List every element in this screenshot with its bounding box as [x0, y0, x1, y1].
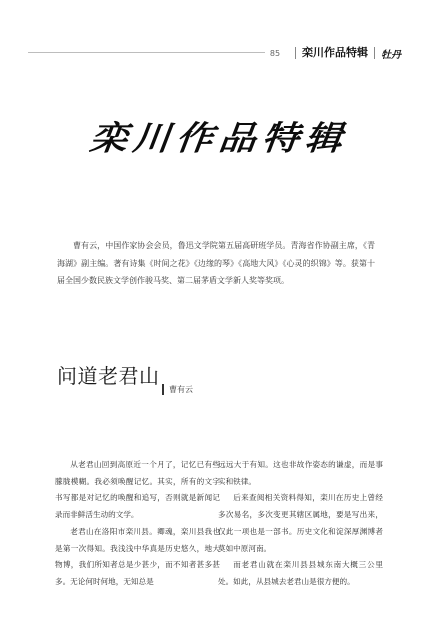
header-band [265, 44, 409, 62]
feature-title: 栾川作品特辑 [87, 118, 351, 158]
article-title: 问道老君山 [57, 364, 160, 388]
paragraph: 而老君山就在栾川县县城东南大概三公里处。如此，从县城去老君山是很方便的。 [218, 560, 383, 586]
paragraph: 后来查阅相关资料得知，栾川在历史上曾经多次易名，多次变更其辖区属地，要是写出来，仅此一项也是一部书。历史文化和淀深厚渊博者莫如中原河南。 [218, 493, 383, 553]
paragraph: 老君山在洛阳市栾川县。卿魂，栾川县我也是第一次得知。我浅浅中华真是历史悠久，地大物博，我们所知者总是少甚少，而不知者甚多甚多。无论何时何地，无知总是 [55, 526, 220, 586]
body-column-right [218, 457, 383, 591]
paragraph: 远远大于有知。这也非故作姿态的谦虚，而是事实和铁律。 [218, 460, 383, 486]
running-header [0, 42, 427, 62]
header-subsection: 牡丹 [381, 49, 401, 61]
body-column-left [55, 457, 220, 591]
paragraph: 从老君山回到高原近一个月了，记忆已有些朦胧模糊。我必须唤醒记忆。其实，所有的文字书写都是对记忆的唤醒和追写，否则就是新闻记录而非鲜活生动的文学。 [55, 460, 220, 520]
header-section-title: 栾川作品特辑 [295, 47, 375, 59]
author-bio: 曹有云，中国作家协会会员，鲁迅文学院第五届高研班学员。青海省作协副主席，《青海湖》副主编。著有诗集《时间之花》《边缘的琴》《高地大风》《心灵的织锦》等。获第十届全国少数民族文学创作骏马奖、第二届茅盾文学新人奖等奖项。 [57, 241, 375, 285]
article-author: 曹有云 [162, 384, 193, 395]
page-number: 85 [269, 48, 281, 58]
